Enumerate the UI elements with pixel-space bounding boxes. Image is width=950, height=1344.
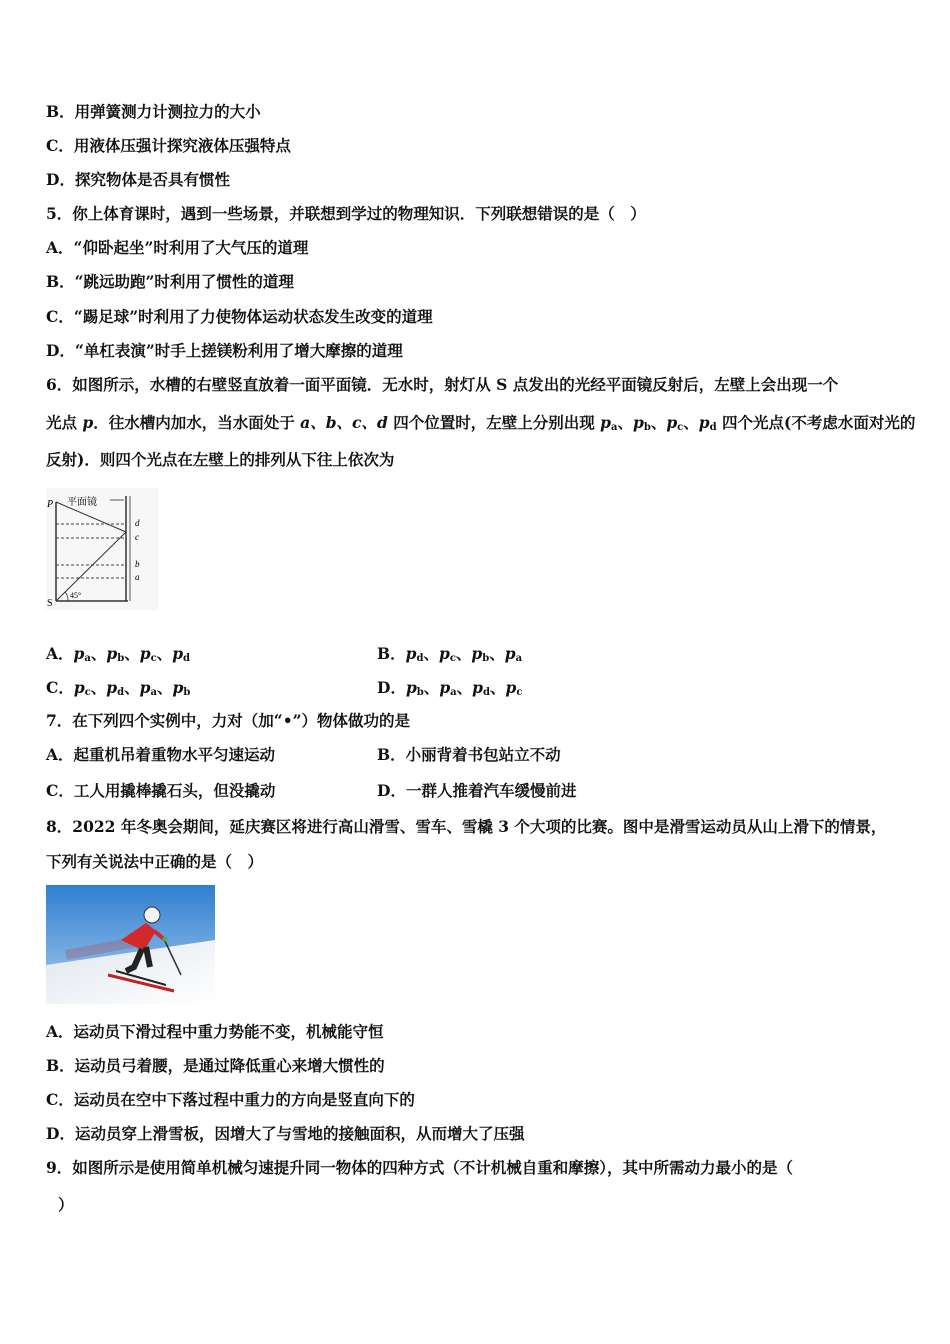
q6-option-d: D．$p_b$、$p_a$、$p_d$、$p_c$ [377,678,523,698]
q6-stem-line1: 6．如图所示，水槽的右壁竖直放着一面平面镜．无水时，射灯从 S 点发出的光经平面镜反射后，左壁上会出现一个 [46,375,839,394]
q5-option-b: B．“跳远助跑”时利用了惯性的道理 [46,272,294,291]
q6-stem-line2: 光点 p．往水槽内加水，当水面处于 a、b、c、d 四个位置时，左壁上分别出现 $p_a$、$p_b$、$p_c$、$p_d$ 四个光点(不考虑水面对光的 [46,413,916,433]
skier-helmet [144,907,160,923]
mirror-tank-figure [46,488,158,610]
label-c: c [135,532,139,542]
q5-option-d: D．“单杠表演”时手上搓镁粉利用了增大摩擦的道理 [46,341,403,360]
q4-option-c: C．用液体压强计探究液体压强特点 [46,136,291,155]
q9-stem-line1: 9．如图所示是使用简单机械匀速提升同一物体的四种方式（不计机械自重和摩擦），其中所需动力最小的是（ [46,1158,794,1177]
q6-stem-line3: 反射)．则四个光点在左壁上的排列从下往上依次为 [46,450,395,469]
label-b: b [135,559,140,569]
skier-photo [46,885,215,1004]
q6-option-c: C．$p_c$、$p_d$、$p_a$、$p_b$ [46,678,191,698]
q8-option-d: D．运动员穿上滑雪板，因增大了与雪地的接触面积，从而增大了压强 [46,1124,525,1143]
q7-option-b: B．小丽背着书包站立不动 [377,745,561,764]
label-p: P [47,499,54,510]
q4-option-b: B．用弹簧测力计测拉力的大小 [46,102,261,121]
q7-option-a: A．起重机吊着重物水平匀速运动 [46,745,276,764]
q9-stem-line2: ） [58,1195,74,1214]
label-angle: 45° [70,591,82,600]
q4-option-d: D．探究物体是否具有惯性 [46,170,230,189]
q8-stem-line1: 8．2022 年冬奥会期间，延庆赛区将进行高山滑雪、雪车、雪橇 3 个大项的比赛。图中是滑雪运动员从山上滑下的情景， [46,817,887,836]
q8-option-a: A．运动员下滑过程中重力势能不变，机械能守恒 [46,1022,384,1041]
q7-option-d: D．一群人推着汽车缓慢前进 [377,781,577,800]
q8-option-c: C．运动员在空中下落过程中重力的方向是竖直向下的 [46,1090,415,1109]
label-mirror: 平面镜 [67,497,97,508]
label-d: d [135,518,140,528]
q7-stem: 7．在下列四个实例中，力对（加“•”）物体做功的是 [46,711,411,730]
q5-option-c: C．“踢足球”时利用了力使物体运动状态发生改变的道理 [46,307,433,326]
q7-option-c: C．工人用撬棒撬石头，但没撬动 [46,781,276,800]
q8-option-b: B．运动员弓着腰，是通过降低重心来增大惯性的 [46,1056,385,1075]
q5-stem: 5．你上体育课时，遇到一些场景，并联想到学过的物理知识．下列联想错误的是（ ） [46,204,646,223]
q8-stem-line2: 下列有关说法中正确的是（ ） [46,852,264,871]
q5-option-a: A．“仰卧起坐”时利用了大气压的道理 [46,238,309,257]
q6-option-a: A．$p_a$、$p_b$、$p_c$、$p_d$ [46,644,191,664]
label-s: S [47,598,53,609]
q6-option-b: B．$p_d$、$p_c$、$p_b$、$p_a$ [377,644,523,664]
label-a: a [135,572,140,582]
